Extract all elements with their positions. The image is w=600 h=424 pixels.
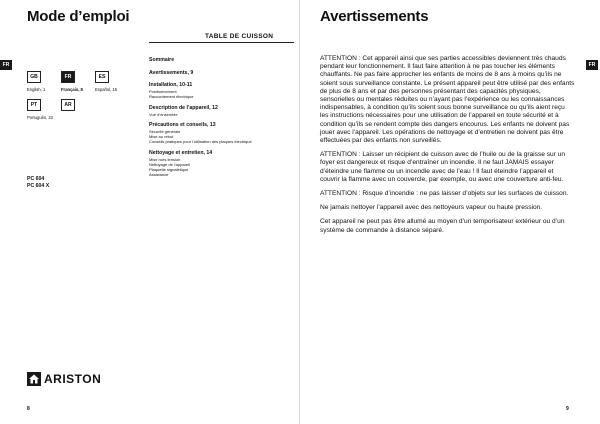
toc-item[interactable] [149,105,294,117]
toc-title: Avertissements, 9 [149,69,194,76]
page-number: 8 [27,406,30,412]
paragraph: Cet appareil ne peut pas être allumé au moyen d’un temporisateur extérieur ou d’un système de commande à distance séparé. [320,218,565,234]
toc-sub: Nettoyage de l’appareil [149,161,190,167]
warnings-body [320,55,575,241]
model-list [27,176,49,190]
page-number: 9 [566,406,569,412]
lang-caption-gb: English, 1 [27,87,46,92]
lang-box-gb[interactable]: GB [27,71,41,83]
brand-logo [27,372,101,386]
toc-sub: Vue d’ensemble [149,111,178,117]
lang-caption-fr: Français, 8 [61,87,83,92]
toc-item [149,57,294,64]
toc-sub: Plaquette signalétique [149,166,189,172]
toc-sub: Conseils pratiques pour l’utilisation des plaques électrique [149,139,252,144]
paragraph: ATTENTION : Risque d’incendie : ne pas laisser d’objets sur les surfaces de cuisson. [320,190,569,198]
model-name: PC 604 X [27,183,50,189]
header-rule [149,42,294,43]
lang-box-ar[interactable]: AR [61,99,75,111]
lang-box-fr[interactable]: FR [61,71,75,83]
lang-box-pt[interactable]: PT [27,99,41,111]
lang-caption-es: Español, 15 [95,87,118,92]
page-title: Avertissements [320,8,429,25]
house-icon [27,372,41,386]
brand-name: ARISTON [44,372,102,386]
toc-item[interactable] [149,82,294,99]
toc-header: TABLE DE CUISSON [205,33,274,40]
toc-sub: Mise hors tension [149,156,181,162]
lang-box-es[interactable]: ES [95,71,109,83]
page-title: Mode d’emploi [27,8,130,25]
model-name: PC 604 [27,176,45,182]
toc-item[interactable] [149,122,294,144]
right-page [300,0,600,424]
paragraph: Ne jamais nettoyer l’appareil avec des nettoyeurs vapeur ou haute pression. [320,204,543,212]
toc-item[interactable] [149,70,294,77]
toc-title: Nettoyage et entretien, 14 [149,149,213,156]
side-tab: FR [586,60,598,70]
toc-title: Sommaire [149,57,175,63]
toc-title: Installation, 10-11 [149,82,193,88]
lang-caption-pt: Português, 22 [27,115,54,120]
toc-title: Description de l’appareil, 12 [149,104,218,111]
paragraph: ATTENTION : Laisser un récipient de cuisson avec de l’huile ou de la graisse sur un foyer est dangereux et risque d’entraîner un incendie. Il ne faut JAMAIS essayer d’éteindre une flamme ou un incendie avec de l’eau ! Il faut éteindre l’appareil et couvrir la flamme avec un couvercle, par exemple, ou avec une couverture anti-feu. [320,151,566,183]
toc-sub: Sécurité générale [149,129,181,134]
toc-title: Précautions et conseils, 13 [149,122,216,128]
toc-sub: Raccordement électrique [149,94,194,99]
table-of-contents [149,57,294,182]
toc-sub: Mise au rebut [149,134,174,139]
side-tab: FR [0,60,12,70]
toc-sub: Assistance [149,171,169,177]
paragraph: ATTENTION : Cet appareil ainsi que ses parties accessibles deviennent très chauds pendant leur fonctionnement. Il faut faire attention à ne pas toucher les éléments chauffants. Ne pas faire approcher les enfants de moins de 8 ans à moins qu’ils ne soient sous surveillance constante. Le présent appareil peut être utilisé par des enfants de plus de 8 ans et par des personnes présentant des capacités physiques, sensorielles ou mentales réduites ou n’ayant pas l’expérience ou les connaissances indispensables, à condition qu’ils soient sous bonne surveillance ou qu’ils aient reçu les instructions nécessaires pour une utilisation de l’appareil en toute sécurité et à condition qu’ils se rendent compte des dangers encourus. Les enfants ne doivent pas jouer avec l’appareil. Les opérations de nettoyage et d’entretien ne doivent pas être effectuées par des enfants non surveillés. [320,55,575,145]
toc-item[interactable] [149,150,294,177]
toc-sub: Positionnement [149,89,177,94]
